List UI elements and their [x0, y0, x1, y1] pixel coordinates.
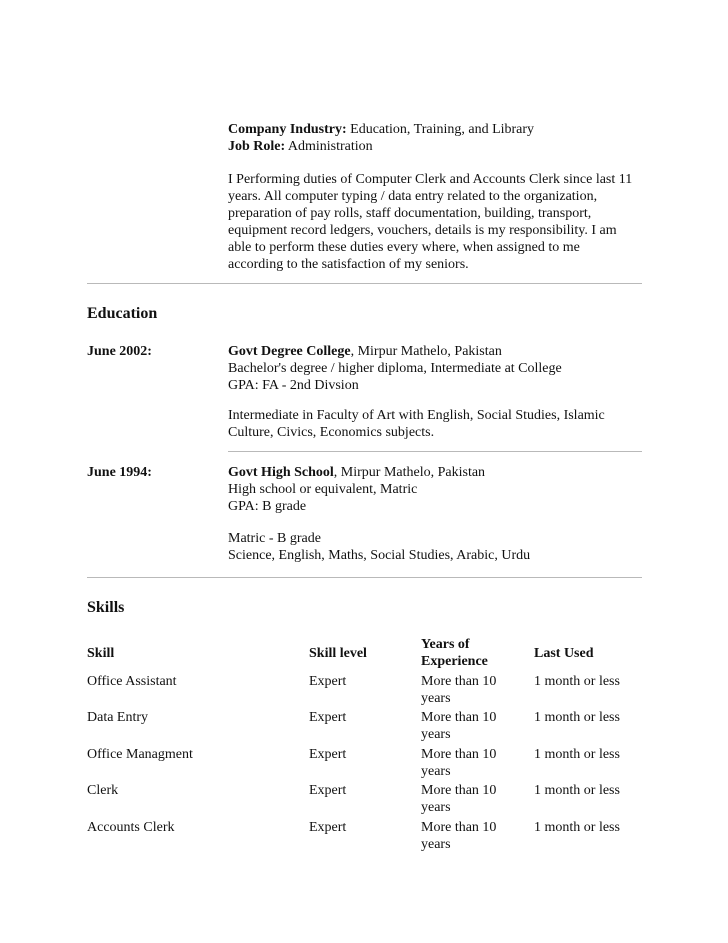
skill-years-line: More than 10	[421, 747, 497, 762]
gpa-line: GPA: B grade	[228, 499, 307, 514]
skill-level: Expert	[309, 710, 347, 725]
skill-name: Office Assistant	[87, 674, 177, 689]
education-heading: Education	[87, 305, 158, 322]
skill-name: Clerk	[87, 783, 119, 798]
skill-name: Data Entry	[87, 710, 149, 725]
entry-divider	[228, 451, 642, 452]
degree-line: Bachelor's degree / higher diploma, Intermediate at College	[228, 361, 562, 376]
skills-header-skill: Skill	[87, 646, 115, 661]
skill-last-used: 1 month or less	[534, 783, 620, 798]
school-name: Govt Degree College	[228, 344, 351, 359]
description-line: according to the satisfaction of my seniors.	[228, 257, 469, 272]
company-industry-line	[228, 121, 648, 138]
skill-level: Expert	[309, 783, 347, 798]
skill-name: Accounts Clerk	[87, 820, 175, 835]
skill-years-line: years	[421, 837, 451, 852]
skill-last-used: 1 month or less	[534, 820, 620, 835]
skill-last-used: 1 month or less	[534, 710, 620, 725]
education-details	[228, 530, 648, 564]
skills-header-last-used: Last Used	[534, 646, 594, 661]
details-line: Intermediate in Faculty of Art with English, Social Studies, Islamic	[228, 408, 605, 423]
skill-years-line: years	[421, 691, 451, 706]
skill-years-line: years	[421, 727, 451, 742]
school-location: , Mirpur Mathelo, Pakistan	[333, 465, 486, 480]
skill-years-line: years	[421, 800, 451, 815]
job-role-line	[228, 138, 648, 155]
skills-heading: Skills	[87, 599, 125, 616]
job-role-value: Administration	[285, 139, 373, 154]
skill-name: Office Managment	[87, 747, 193, 762]
skill-last-used: 1 month or less	[534, 674, 620, 689]
education-details	[228, 407, 648, 441]
degree-line: High school or equivalent, Matric	[228, 482, 418, 497]
skill-years-line: More than 10	[421, 710, 497, 725]
skill-level: Expert	[309, 674, 347, 689]
skill-years-line: More than 10	[421, 820, 497, 835]
skill-years	[421, 746, 521, 780]
details-line: Culture, Civics, Economics subjects.	[228, 425, 435, 440]
skill-level: Expert	[309, 820, 347, 835]
school-name: Govt High School	[228, 465, 334, 480]
skill-years	[421, 819, 521, 853]
company-industry-label: Company Industry:	[228, 122, 347, 137]
school-line	[228, 343, 648, 360]
gpa-line: GPA: FA - 2nd Divsion	[228, 378, 359, 393]
skill-years-line: years	[421, 764, 451, 779]
section-divider	[87, 577, 642, 578]
education-date: June 2002:	[87, 344, 152, 359]
skills-header-years	[421, 636, 521, 670]
job-role-label: Job Role:	[228, 139, 286, 154]
details-line: Science, English, Maths, Social Studies, Arabic, Urdu	[228, 548, 531, 563]
school-location: , Mirpur Mathelo, Pakistan	[350, 344, 502, 359]
description-line: years. All computer typing / data entry related to the organization,	[228, 189, 598, 204]
description-line: preparation of pay rolls, staff documentation, building, transport,	[228, 206, 592, 221]
company-industry-value: Education, Training, and Library	[346, 122, 535, 137]
skill-years	[421, 709, 521, 743]
school-line	[228, 464, 648, 481]
skill-level: Expert	[309, 747, 347, 762]
job-description	[228, 171, 648, 273]
skills-header-years-line: Experience	[421, 654, 488, 669]
skills-header-level: Skill level	[309, 646, 367, 661]
description-line: equipment record ledgers, vouchers, details is my responsibility. I am	[228, 223, 617, 238]
skill-last-used: 1 month or less	[534, 747, 620, 762]
education-entry	[228, 343, 648, 394]
education-entry	[228, 464, 648, 515]
description-line: I Performing duties of Computer Clerk and Accounts Clerk since last 11	[228, 172, 633, 187]
section-divider	[87, 283, 642, 284]
details-line: Matric - B grade	[228, 531, 321, 546]
skill-years-line: More than 10	[421, 674, 497, 689]
skill-years-line: More than 10	[421, 783, 497, 798]
education-date: June 1994:	[87, 465, 152, 480]
skill-years	[421, 673, 521, 707]
description-line: able to perform these duties every where, when assigned to me	[228, 240, 580, 255]
skills-header-years-line: Years of	[421, 637, 470, 652]
skill-years	[421, 782, 521, 816]
